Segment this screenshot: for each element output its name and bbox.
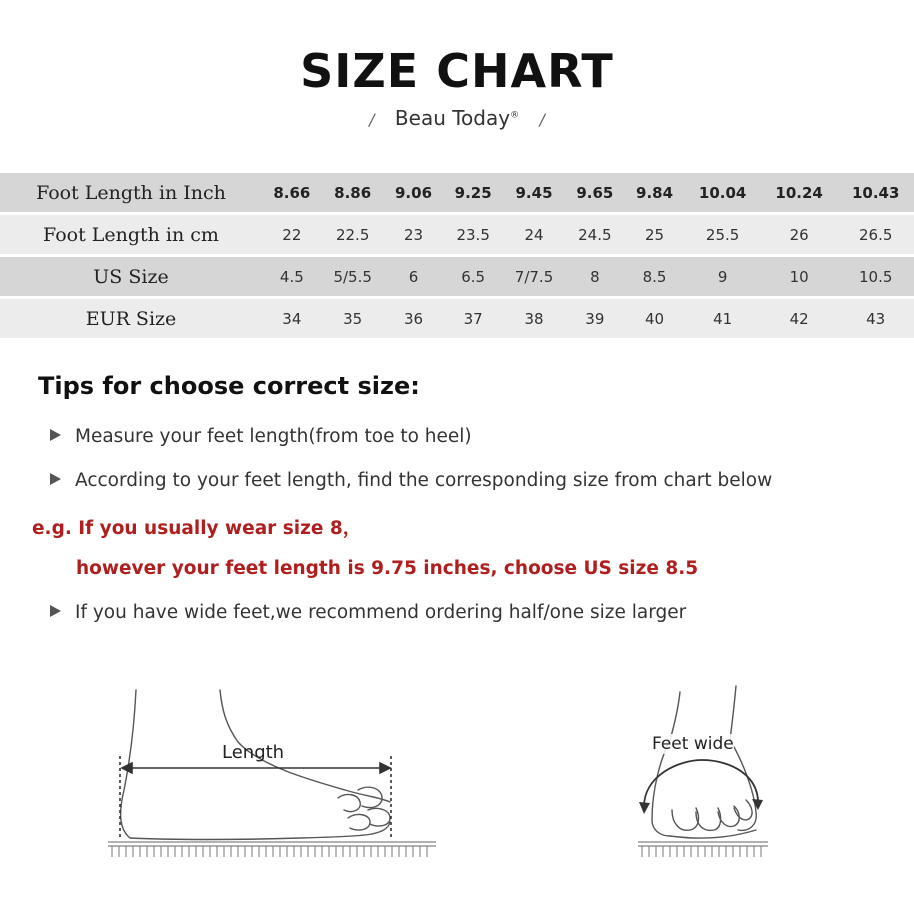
table-cell: 9.45 [503, 173, 565, 212]
table-cell: 36 [384, 299, 444, 338]
brand-name: Beau Today [394, 106, 511, 130]
example-line-1: e.g. If you usually wear size 8， [32, 518, 362, 539]
table-cell: 8.86 [322, 173, 384, 212]
length-label: Length [222, 742, 285, 763]
tip-text: If you have wide feet,we recommend ordering half/one size larger [75, 602, 687, 623]
table-cell: 41 [684, 299, 761, 338]
size-chart-table [0, 170, 914, 341]
table-cell: 9.06 [384, 173, 444, 212]
table-cell: 34 [262, 299, 322, 338]
row-label: EUR Size [0, 299, 262, 338]
row-label: Foot Length in Inch [0, 173, 262, 212]
tip-text: Measure your feet length(from toe to heel) [75, 426, 472, 447]
table-cell: 10.43 [837, 173, 914, 212]
tips-heading: Tips for choose correct size: [38, 372, 420, 400]
table-cell: 8.66 [262, 173, 322, 212]
table-cell: 4.5 [262, 257, 322, 296]
foot-width-illustration [630, 680, 775, 870]
slash-left: / [369, 110, 375, 129]
row-label: US Size [0, 257, 262, 296]
table-row [0, 299, 914, 338]
table-cell: 37 [443, 299, 503, 338]
table-row [0, 257, 914, 296]
foot-front-view-icon [630, 680, 775, 870]
feet-wide-label: Feet wide [652, 734, 734, 754]
bullet-triangle-icon [50, 429, 61, 441]
table-cell: 43 [837, 299, 914, 338]
registered-mark: ® [510, 110, 520, 121]
table-cell: 7/7.5 [503, 257, 565, 296]
table-cell: 23 [384, 215, 444, 254]
table-cell: 25.5 [684, 215, 761, 254]
table-cell: 10.04 [684, 173, 761, 212]
bullet-triangle-icon [50, 473, 61, 485]
table-cell: 10 [761, 257, 838, 296]
table-cell: 9.25 [443, 173, 503, 212]
table-cell: 25 [625, 215, 685, 254]
brand-line [0, 106, 914, 130]
table-cell: 39 [565, 299, 625, 338]
table-cell: 26.5 [837, 215, 914, 254]
table-cell: 22 [262, 215, 322, 254]
table-cell: 8 [565, 257, 625, 296]
tip-item [50, 470, 772, 491]
table-cell: 10.24 [761, 173, 838, 212]
page-title: SIZE CHART [300, 44, 614, 98]
table-cell: 8.5 [625, 257, 685, 296]
table-cell: 40 [625, 299, 685, 338]
table-cell: 24.5 [565, 215, 625, 254]
table-cell: 6.5 [443, 257, 503, 296]
table-cell: 38 [503, 299, 565, 338]
table-cell: 22.5 [322, 215, 384, 254]
table-cell: 23.5 [443, 215, 503, 254]
table-cell: 24 [503, 215, 565, 254]
table-row [0, 173, 914, 212]
table-cell: 9.65 [565, 173, 625, 212]
table-cell: 10.5 [837, 257, 914, 296]
table-cell: 35 [322, 299, 384, 338]
table-cell: 42 [761, 299, 838, 338]
table-cell: 5/5.5 [322, 257, 384, 296]
table-cell: 9 [684, 257, 761, 296]
table-row [0, 215, 914, 254]
example-line-2: however your feet length is 9.75 inches, choose US size 8.5 [76, 558, 699, 579]
bullet-triangle-icon [50, 605, 61, 617]
table-cell: 6 [384, 257, 444, 296]
foot-length-illustration [100, 680, 445, 870]
row-label: Foot Length in cm [0, 215, 262, 254]
tip-item [50, 426, 472, 447]
tip-item [50, 602, 686, 623]
slash-right: / [539, 110, 545, 129]
table-cell: 9.84 [625, 173, 685, 212]
tip-text: According to your feet length, find the corresponding size from chart below [75, 470, 773, 491]
table-cell: 26 [761, 215, 838, 254]
foot-side-view-icon [100, 680, 445, 870]
